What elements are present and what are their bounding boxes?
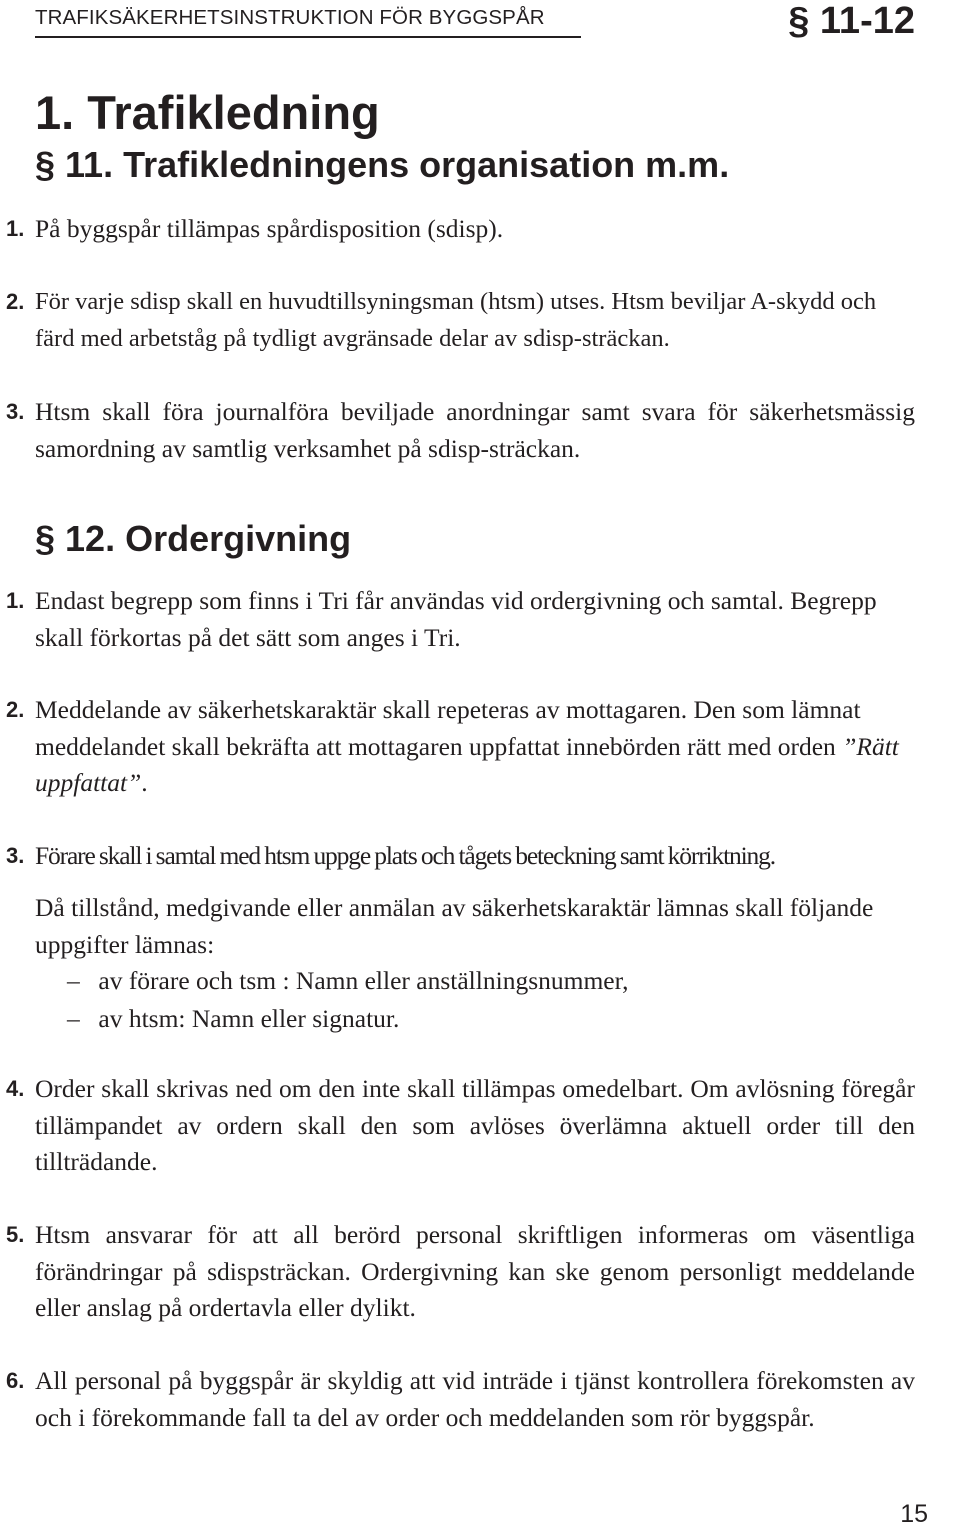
item-text: Endast begrepp som finns i Tri får användas vid ordergivning och samtal. Begrepp skall förkortas på det sätt som anges i Tri.	[35, 586, 877, 652]
chapter-title: 1. Trafikledning	[35, 86, 380, 139]
item-number: 1.	[6, 216, 25, 241]
confirmation-phrase: ”Rätt uppfattat”	[35, 731, 899, 797]
item-text: Order skall skrivas ned om den inte skall tillämpas omedelbart. Om avlösning föregår tillämpandet av ordern skall den som avlöses överlämna aktuell order till den tillträdande.	[35, 1074, 915, 1176]
section-12-item-5	[6, 1217, 915, 1327]
section-12-item-1	[6, 583, 915, 656]
page-number: 15	[900, 1500, 928, 1528]
section-12-item-6	[6, 1363, 915, 1436]
section-12-title: § 12. Ordergivning	[35, 518, 352, 559]
header-rule	[35, 36, 581, 38]
item-text: Förare skall i samtal med htsm uppge plats och tågets beteckning samt körriktning.	[35, 841, 775, 870]
item-number: 2.	[6, 289, 25, 314]
section-12-item-2	[6, 692, 915, 802]
item-text: Htsm ansvarar för att all berörd personal skriftligen informeras om väsentliga förändringar på sdispsträckan. Ordergivning kan ske genom personligt meddelande eller anslag på ordertavla eller dylikt.	[35, 1220, 915, 1322]
list-item-text: av htsm: Namn eller signatur.	[98, 1004, 400, 1033]
item-number: 3.	[6, 843, 25, 868]
item-text: All personal på byggspår är skyldig att vid inträde i tjänst kontrollera förekomsten av och i förekommande fall ta del av order och meddelanden som rör byggspår.	[35, 1366, 915, 1432]
section-12-item-4	[6, 1071, 915, 1181]
dash-bullet: –	[67, 966, 80, 995]
item-text: Htsm skall föra journalföra beviljade anordningar samt svara för säkerhetsmässig samordning av samtlig verksamhet på sdisp-sträckan.	[35, 397, 915, 463]
dash-bullet: –	[67, 1004, 80, 1033]
item-number: 6.	[6, 1368, 25, 1393]
item-number: 1.	[6, 588, 25, 613]
section-12-paragraph: Då tillstånd, medgivande eller anmälan av säkerhetskaraktär lämnas skall följande uppgifter lämnas:	[35, 893, 874, 959]
section-11-item-3	[6, 394, 915, 467]
list-item-text: av förare och tsm : Namn eller anställningsnummer,	[98, 966, 629, 995]
header-section-number: § 11-12	[788, 0, 915, 42]
item-text: Meddelande av säkerhetskaraktär skall repeteras av mottagaren. Den som lämnat meddelandet skall bekräfta att mottagaren uppfattat innebörden rätt med orden	[35, 695, 861, 761]
list-item	[67, 1001, 399, 1038]
item-number: 4.	[6, 1076, 25, 1101]
section-11-title: § 11. Trafikledningens organisation m.m.	[35, 144, 730, 185]
section-11-item-2	[6, 284, 915, 357]
list-item	[67, 963, 628, 1000]
item-number: 2.	[6, 697, 25, 722]
item-text: För varje sdisp skall en huvudtillsyningsman (htsm) utses. Htsm beviljar A-skydd och färd med arbetståg på tydligt avgränsade delar av sdisp-sträckan.	[35, 288, 877, 352]
section-12-item-3	[6, 838, 915, 875]
section-11-item-1	[6, 211, 915, 248]
item-number: 3.	[6, 399, 25, 424]
running-header-title: TRAFIKSÄKERHETSINSTRUKTION FÖR BYGGSPÅR	[35, 6, 545, 29]
item-text: På byggspår tillämpas spårdisposition (sdisp).	[35, 214, 504, 243]
item-number: 5.	[6, 1222, 25, 1247]
item-text-end: .	[141, 768, 148, 797]
